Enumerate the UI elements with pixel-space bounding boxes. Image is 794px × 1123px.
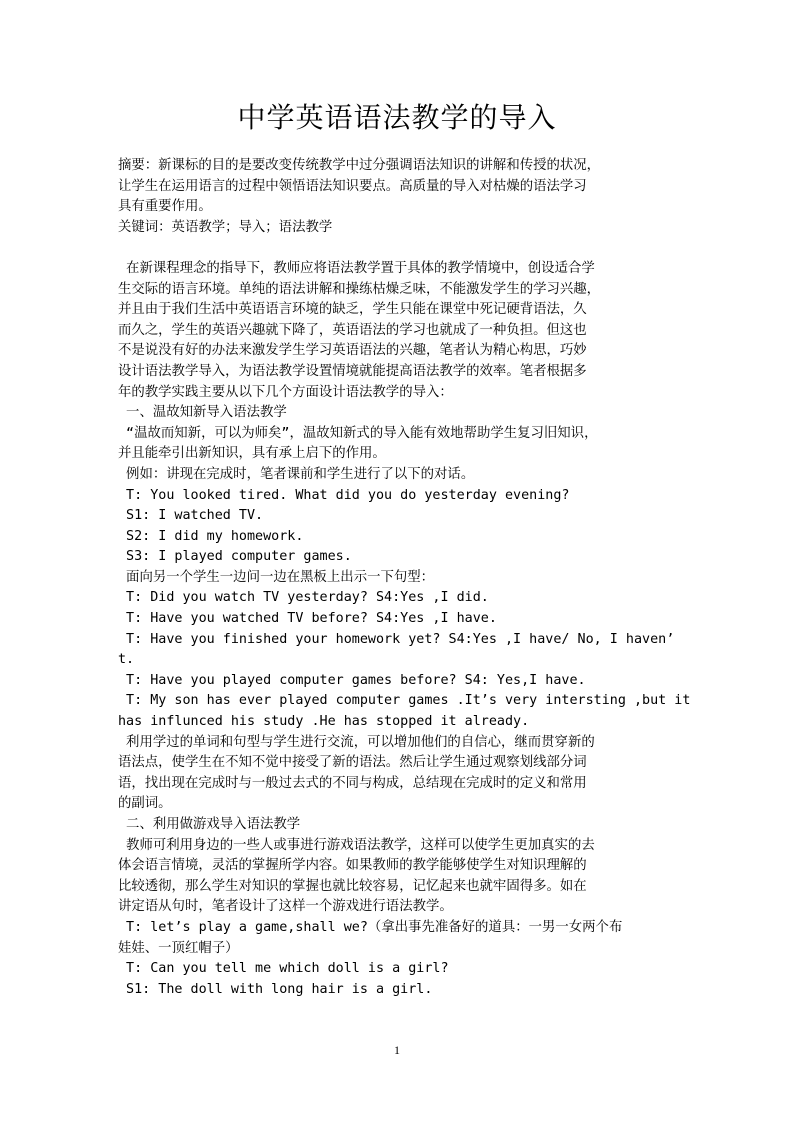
text-line: 比较透彻，那么学生对知识的掌握也就比较容易，记忆起来也就牢固得多。如在 xyxy=(118,878,587,894)
text-line: S1: I watched TV. xyxy=(118,508,264,524)
text-line: 语法点，使学生在不知不觉中接受了新的语法。然后让学生通过观察划线部分词 xyxy=(118,755,587,771)
text-line: T: Did you watch TV yesterday? S4:Yes ,I did. xyxy=(118,590,489,606)
text-line: 体会语言情境，灵活的掌握所学内容。如果教师的教学能够使学生对知识理解的 xyxy=(118,858,587,874)
text-line: S2: I did my homework. xyxy=(118,528,304,544)
text-line: T: You looked tired. What did you do yesterday evening? xyxy=(118,487,570,503)
text-line: T: Have you played computer games before? S4: Yes,I have. xyxy=(118,672,586,688)
text-line: 讲定语从句时，笔者设计了这样一个游戏进行语法教学。 xyxy=(118,899,453,915)
text-line: T: Have you finished your homework yet? S4:Yes ,I have/ No, I haven’ xyxy=(118,631,675,647)
text-line: 年的教学实践主要从以下几个方面设计语法教学的导入： xyxy=(118,384,453,400)
text-line xyxy=(118,238,678,259)
text-line: 生交际的语言环境。单纯的语法讲解和操练枯燥乏味，不能激发学生的学习兴趣， xyxy=(118,281,601,297)
text-line: 教师可利用身边的一些人或事进行游戏语法教学，这样可以使学生更加真实的去 xyxy=(118,837,595,853)
document-title: 中学英语语法教学的导入 xyxy=(237,101,557,134)
text-line: 二、利用做游戏导入语法教学 xyxy=(118,817,301,832)
text-line: 并且能牵引出新知识，具有承上启下的作用。 xyxy=(118,446,386,462)
text-line: 利用学过的单词和句型与学生进行交流，可以增加他们的自信心，继而贯穿新的 xyxy=(118,734,595,750)
text-line: T: Can you tell me which doll is a girl? xyxy=(118,961,449,977)
text-line: S1: The doll with long hair is a girl. xyxy=(118,981,433,997)
text-line: T: let’s play a game,shall we?（拿出事先准备好的道具：一男一女两个布 xyxy=(118,919,623,935)
text-line: 摘要：新课标的目的是要改变传统教学中过分强调语法知识的讲解和传授的状况， xyxy=(118,158,601,173)
text-line: 一、温故知新导入语法教学 xyxy=(118,405,287,421)
text-line: 在新课程理念的指导下，教师应将语法教学置于具体的教学情境中，创设适合学 xyxy=(118,260,595,276)
text-line: 关键词：英语教学；导入；语法教学 xyxy=(118,219,333,235)
text-line: 的副词。 xyxy=(118,796,172,812)
text-line: T: Have you watched TV before? S4:Yes ,I have. xyxy=(118,611,497,627)
text-line: t. xyxy=(118,652,135,668)
text-line: 娃娃、一顶红帽子） xyxy=(118,940,239,956)
text-line: 不是说没有好的办法来激发学生学习英语语法的兴趣，笔者认为精心构思，巧妙 xyxy=(118,343,587,359)
document-body xyxy=(118,156,691,1000)
text-line: 并且由于我们生活中英语语言环境的缺乏，学生只能在课堂中死记硬背语法，久 xyxy=(118,302,587,318)
text-line: S3: I played computer games. xyxy=(118,549,352,565)
text-line: 让学生在运用语言的过程中领悟语法知识要点。高质量的导入对枯燥的语法学习 xyxy=(118,178,587,194)
page-number: 1 xyxy=(394,1043,400,1057)
text-line: 语，找出现在完成时与一般过去式的不同与构成，总结现在完成时的定义和常用 xyxy=(118,775,587,791)
text-line: 具有重要作用。 xyxy=(118,199,212,215)
text-line: has influnced his study .He has stopped it already. xyxy=(118,714,530,730)
text-line: “温故而知新，可以为师矣”，温故知新式的导入能有效地帮助学生复习旧知识， xyxy=(118,425,598,441)
text-line: 例如：讲现在完成时，笔者课前和学生进行了以下的对话。 xyxy=(118,466,475,482)
text-line: 设计语法教学导入，为语法教学设置情境就能提高语法教学的效率。笔者根据多 xyxy=(118,363,587,379)
text-line: 面向另一个学生一边问一边在黑板上出示一下句型： xyxy=(118,569,435,585)
text-line: T: My son has ever played computer games .It’s very intersting ,but it xyxy=(118,693,691,709)
text-line: 而久之，学生的英语兴趣就下降了，英语语法的学习也就成了一种负担。但这也 xyxy=(118,322,587,338)
